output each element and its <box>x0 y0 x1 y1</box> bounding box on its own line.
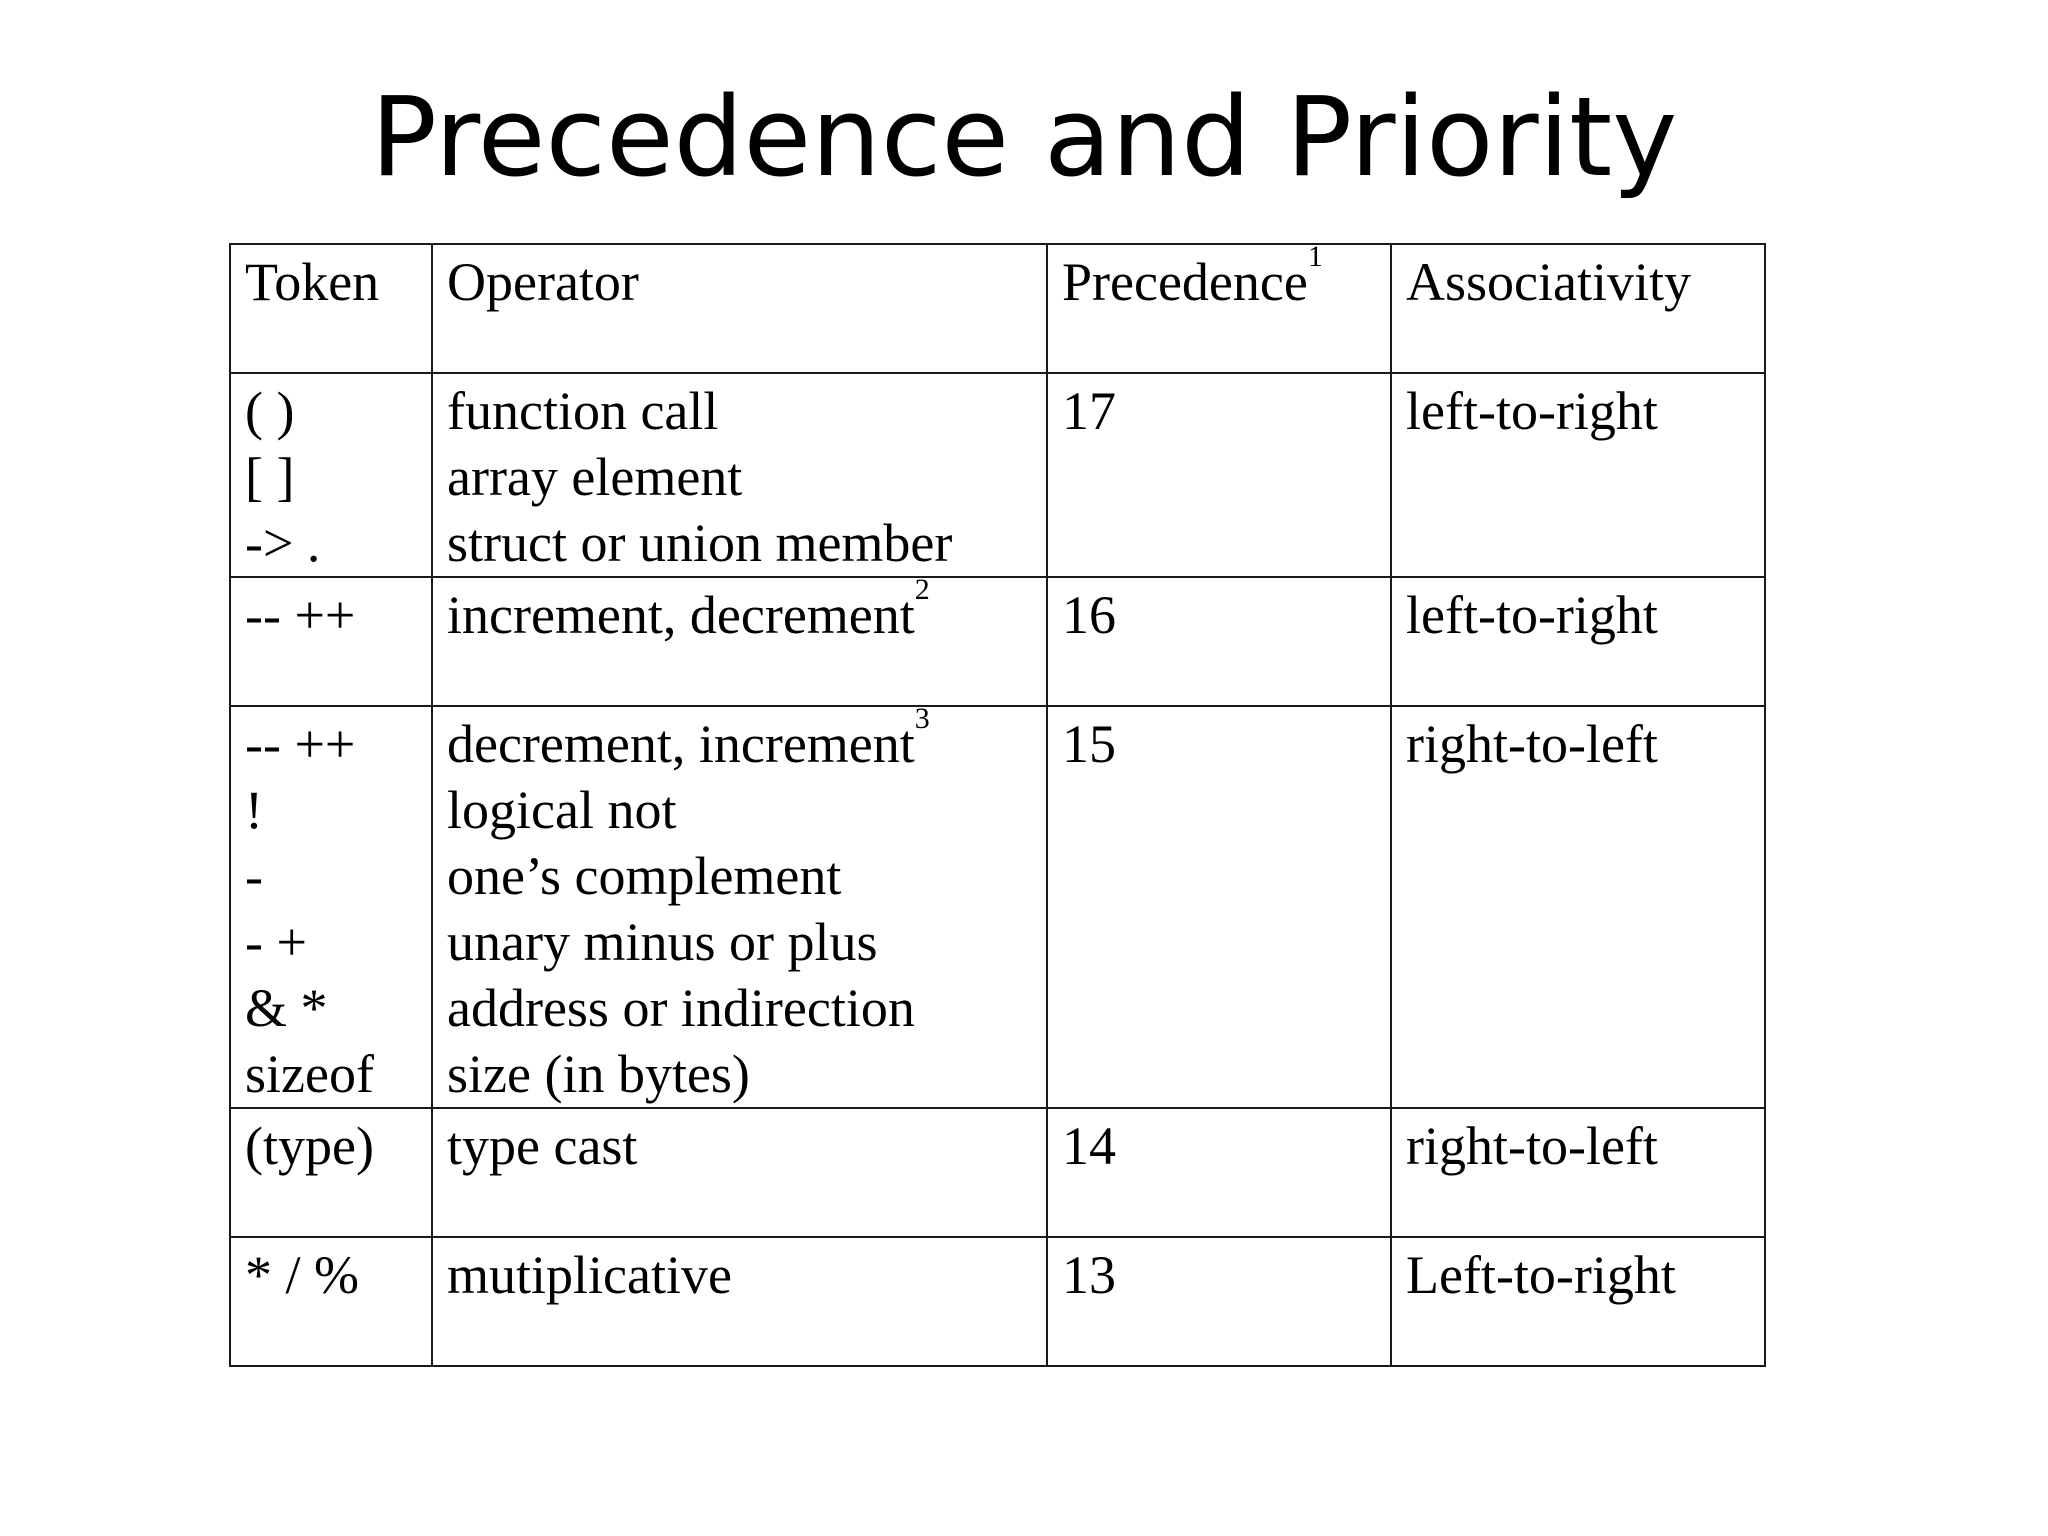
operator-line: unary minus or plus <box>447 912 878 972</box>
operator-line: array element <box>447 447 743 507</box>
associativity-cell: Left-to-right <box>1391 1237 1765 1366</box>
precedence-cell: 13 <box>1047 1237 1391 1366</box>
token-line: - <box>245 846 263 906</box>
token-line: (type) <box>245 1116 374 1176</box>
header-precedence: Precedence$^1$ <box>1047 244 1391 373</box>
operator-line: size (in bytes) <box>447 1044 750 1104</box>
token-cell <box>230 1108 432 1237</box>
token-cell <box>230 577 432 706</box>
footnote-marker: 1 <box>1307 244 1323 273</box>
token-line: -- ++ <box>245 714 356 774</box>
slide-title: Precedence and Priority <box>370 73 1678 201</box>
table-row <box>230 1108 1765 1237</box>
token-line: sizeof <box>245 1044 374 1104</box>
table-row <box>230 706 1765 1108</box>
token-line: ( ) <box>245 381 295 441</box>
associativity-cell: left-to-right <box>1391 373 1765 577</box>
table-header-row <box>230 244 1765 373</box>
operator-cell <box>432 373 1047 577</box>
header-associativity: Associativity <box>1391 244 1765 373</box>
token-line: * / % <box>245 1245 359 1305</box>
operator-line: struct or union member <box>447 513 953 573</box>
operator-line: logical not <box>447 780 677 840</box>
operator-cell <box>432 706 1047 1108</box>
associativity-cell: left-to-right <box>1391 577 1765 706</box>
precedence-cell: 16 <box>1047 577 1391 706</box>
operator-cell <box>432 577 1047 706</box>
operator-line: function call <box>447 381 719 441</box>
operator-line: mutiplicative <box>447 1245 732 1305</box>
footnote-marker: 2 <box>914 577 930 606</box>
associativity-cell: right-to-left <box>1391 1108 1765 1237</box>
operator-line: increment, decrement$^2$ <box>447 582 1032 648</box>
precedence-cell: 17 <box>1047 373 1391 577</box>
operator-precedence-table <box>229 243 1766 1367</box>
table-row <box>230 373 1765 577</box>
header-token: Token <box>230 244 432 373</box>
token-cell <box>230 706 432 1108</box>
precedence-cell: 15 <box>1047 706 1391 1108</box>
token-line: [ ] <box>245 447 295 507</box>
operator-cell <box>432 1237 1047 1366</box>
operator-line: type cast <box>447 1116 638 1176</box>
token-cell <box>230 1237 432 1366</box>
token-line: & * <box>245 978 328 1038</box>
operator-line: decrement, increment$^3$ <box>447 711 1032 777</box>
footnote-marker: 3 <box>914 706 930 735</box>
token-cell <box>230 373 432 577</box>
header-operator: Operator <box>432 244 1047 373</box>
table-row <box>230 577 1765 706</box>
token-line: -- ++ <box>245 585 356 645</box>
token-line: - + <box>245 912 307 972</box>
operator-line: one’s complement <box>447 846 842 906</box>
operator-line: address or indirection <box>447 978 915 1038</box>
table-row <box>230 1237 1765 1366</box>
operator-cell <box>432 1108 1047 1237</box>
token-line: ! <box>245 780 263 840</box>
associativity-cell: right-to-left <box>1391 706 1765 1108</box>
precedence-cell: 14 <box>1047 1108 1391 1237</box>
token-line: -> . <box>245 513 321 573</box>
